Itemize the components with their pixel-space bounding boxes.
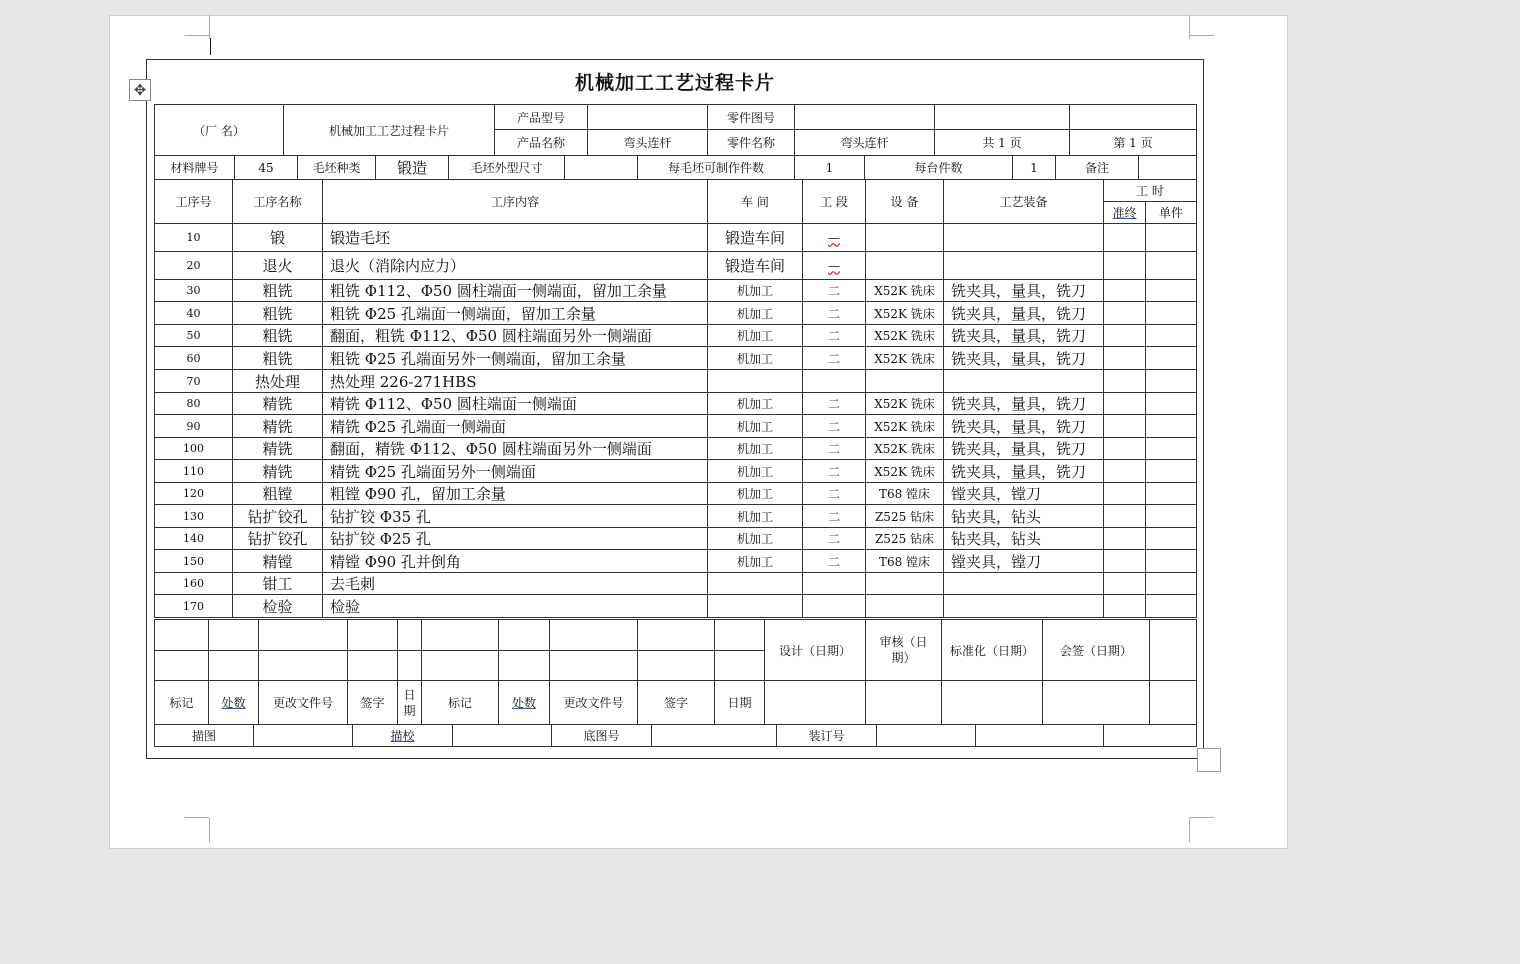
time-prep-cell[interactable] [1104,483,1146,505]
op-no-cell[interactable]: 50 [155,325,233,347]
mark-label: 标记 [422,681,499,725]
operation-row [155,573,1197,595]
time-unit-cell[interactable] [1146,528,1197,550]
time-prep-cell[interactable] [1104,280,1146,302]
op-section-cell[interactable]: 二 [803,438,866,460]
op-no-cell[interactable]: 100 [155,438,233,460]
op-section-cell[interactable] [803,252,866,280]
signoff-table [154,619,1197,725]
op-content-cell[interactable]: 钻扩铰 Φ35 孔 [323,505,708,528]
time-prep-cell[interactable] [1104,370,1146,393]
op-no-cell[interactable]: 140 [155,528,233,550]
page-number[interactable]: 第 1 页 [1070,130,1197,156]
op-workshop-cell[interactable]: 机加工 [708,483,803,505]
operation-row [155,252,1197,280]
signoff-blank[interactable] [499,651,550,681]
header-empty-cell[interactable] [935,105,1070,130]
trace-check-value[interactable] [453,725,552,747]
op-section-text: — [828,230,840,245]
operation-row [155,415,1197,438]
op-content-cell[interactable]: 粗镗 Φ90 孔，留加工余量 [323,483,708,505]
op-content-cell[interactable]: 翻面，精铣 Φ112、Φ50 圆柱端面另外一侧端面 [323,438,708,460]
operation-row [155,460,1197,483]
date-label-short: 日期 [398,681,422,725]
op-no-cell[interactable]: 30 [155,280,233,302]
op-content-cell[interactable]: 翻面，粗铣 Φ112、Φ50 圆柱端面另外一侧端面 [323,325,708,347]
time-unit-cell[interactable] [1146,302,1197,325]
op-section-cell[interactable]: 二 [803,280,866,302]
time-unit-cell[interactable] [1146,573,1197,595]
op-no-cell[interactable]: 120 [155,483,233,505]
op-workshop-cell[interactable]: 机加工 [708,438,803,460]
operation-row [155,528,1197,550]
signoff-blank[interactable] [422,620,499,651]
signature-label: 签字 [638,681,715,725]
op-section-cell[interactable]: 二 [803,483,866,505]
op-equipment-cell[interactable]: X52K 铣床 [866,438,944,460]
op-content-cell[interactable]: 精铣 Φ25 孔端面一侧端面 [323,415,708,438]
op-content-cell[interactable]: 粗铣 Φ25 孔端面一侧端面，留加工余量 [323,302,708,325]
op-no-cell[interactable]: 170 [155,595,233,618]
col-header-tooling: 工艺装备 [944,180,1104,224]
part-drawing-no-value[interactable] [795,105,935,130]
signoff-blank[interactable] [638,651,715,681]
time-unit-cell[interactable] [1146,415,1197,438]
countersign-date-label: 会签（日期） [1043,620,1150,681]
op-tooling-cell[interactable]: 钻夹具，钻头 [944,528,1104,550]
op-section-cell[interactable]: 二 [803,393,866,415]
op-section-cell[interactable]: 二 [803,302,866,325]
header-table [154,104,1197,156]
op-equipment-cell[interactable] [866,252,944,280]
op-equipment-cell[interactable]: X52K 铣床 [866,325,944,347]
op-tooling-cell[interactable] [944,370,1104,393]
op-workshop-cell[interactable]: 机加工 [708,393,803,415]
col-header-op-no: 工序号 [155,180,233,224]
mark-label: 标记 [155,681,209,725]
op-no-cell[interactable]: 110 [155,460,233,483]
op-equipment-cell[interactable] [866,573,944,595]
op-section-cell[interactable]: 二 [803,550,866,573]
signoff-blank[interactable] [499,620,550,651]
text-cursor [210,38,211,55]
product-model-value[interactable] [588,105,708,130]
part-name-label: 零件名称 [708,130,795,156]
op-tooling-cell[interactable]: 铣夹具，量具，铣刀 [944,347,1104,370]
col-header-workshop: 车 间 [708,180,803,224]
time-unit-cell[interactable] [1146,460,1197,483]
product-name-label: 产品名称 [495,130,588,156]
op-workshop-cell[interactable] [708,573,803,595]
time-prep-cell[interactable] [1104,325,1146,347]
signoff-blank[interactable] [422,651,499,681]
material-no-value[interactable]: 45 [235,156,298,180]
op-name-cell[interactable]: 锻 [233,224,323,252]
pieces-per-unit-label: 每台件数 [865,156,1013,180]
header-empty-cell[interactable] [1070,105,1197,130]
op-section-cell[interactable]: 二 [803,505,866,528]
op-section-cell[interactable]: 二 [803,325,866,347]
remark-label: 备注 [1056,156,1139,180]
col-header-section: 工 段 [803,180,866,224]
op-equipment-cell[interactable]: T68 镗床 [866,550,944,573]
pieces-per-blank-label: 每毛坯可制作件数 [638,156,795,180]
standardize-date-label: 标准化（日期） [942,620,1043,681]
signoff-blank[interactable] [348,620,398,651]
base-drawing-no-label: 底图号 [552,725,652,747]
time-prep-cell[interactable] [1104,573,1146,595]
operation-row [155,438,1197,460]
table-move-handle-icon[interactable]: ✥ [129,79,151,101]
op-content-cell[interactable]: 检验 [323,595,708,618]
op-name-cell[interactable]: 粗铣 [233,302,323,325]
time-prep-cell[interactable] [1104,393,1146,415]
op-no-cell[interactable]: 40 [155,302,233,325]
base-drawing-no-value[interactable] [652,725,777,747]
material-table [154,155,1197,180]
op-no-cell[interactable]: 70 [155,370,233,393]
op-equipment-cell[interactable] [866,595,944,618]
time-unit-cell[interactable] [1146,438,1197,460]
op-workshop-cell[interactable]: 机加工 [708,460,803,483]
time-unit-cell[interactable] [1146,550,1197,573]
op-section-cell[interactable] [803,224,866,252]
signoff-blank[interactable] [398,651,422,681]
op-name-cell[interactable]: 精铣 [233,393,323,415]
operation-row [155,483,1197,505]
time-unit-cell[interactable] [1146,347,1197,370]
op-section-cell[interactable]: 二 [803,528,866,550]
operation-row [155,224,1197,252]
table-resize-handle[interactable] [1197,748,1221,772]
op-section-text: — [828,258,840,273]
op-no-cell[interactable]: 10 [155,224,233,252]
op-no-cell[interactable]: 160 [155,573,233,595]
op-workshop-cell[interactable]: 机加工 [708,347,803,370]
change-doc-label: 更改文件号 [259,681,348,725]
time-prep-cell[interactable] [1104,460,1146,483]
op-no-cell[interactable]: 80 [155,393,233,415]
signoff-blank[interactable] [638,620,715,651]
signoff-blank[interactable] [209,651,259,681]
op-tooling-cell[interactable]: 钻夹具，钻头 [944,505,1104,528]
time-unit-cell[interactable] [1146,370,1197,393]
operation-row [155,302,1197,325]
operation-row [155,595,1197,618]
operation-row [155,393,1197,415]
operations-body [155,224,1197,618]
op-equipment-cell[interactable]: X52K 铣床 [866,302,944,325]
time-unit-cell[interactable] [1146,595,1197,618]
operation-row [155,505,1197,528]
op-workshop-cell[interactable]: 机加工 [708,505,803,528]
op-content-cell[interactable]: 粗铣 Φ112、Φ50 圆柱端面一侧端面，留加工余量 [323,280,708,302]
signoff-blank[interactable] [398,620,422,651]
op-workshop-cell[interactable]: 机加工 [708,325,803,347]
op-content-cell[interactable]: 粗铣 Φ25 孔端面另外一侧端面，留加工余量 [323,347,708,370]
col-header-time-prep: 准终 [1112,206,1137,220]
op-name-cell[interactable]: 检验 [233,595,323,618]
signoff-blank[interactable] [348,651,398,681]
card-name-cell[interactable]: 机械加工工艺过程卡片 [284,105,495,156]
operation-row [155,280,1197,302]
op-name-cell[interactable]: 精铣 [233,460,323,483]
trace-label: 描图 [155,725,254,747]
material-no-label: 材料牌号 [155,156,235,180]
op-equipment-cell[interactable] [866,224,944,252]
op-equipment-cell[interactable]: X52K 铣床 [866,415,944,438]
op-name-cell[interactable]: 粗铣 [233,280,323,302]
op-section-cell[interactable]: 二 [803,347,866,370]
operation-row [155,550,1197,573]
op-content-cell[interactable]: 退火（消除内应力） [323,252,708,280]
card-title: 机械加工工艺过程卡片 [574,72,775,94]
time-prep-cell[interactable] [1104,415,1146,438]
total-pages[interactable]: 共 1 页 [935,130,1070,156]
op-tooling-cell[interactable]: 镗夹具，镗刀 [944,483,1104,505]
op-name-cell[interactable]: 钻扩铰孔 [233,528,323,550]
op-no-cell[interactable]: 20 [155,252,233,280]
op-content-cell[interactable]: 精铣 Φ25 孔端面另外一侧端面 [323,460,708,483]
op-tooling-cell[interactable]: 铣夹具，量具，铣刀 [944,438,1104,460]
time-unit-cell[interactable] [1146,393,1197,415]
blank-type-label: 毛坯种类 [298,156,376,180]
op-name-cell[interactable]: 精铣 [233,438,323,460]
op-equipment-cell[interactable]: X52K 铣床 [866,460,944,483]
time-prep-cell[interactable] [1104,528,1146,550]
signoff-blank[interactable] [155,620,209,651]
op-workshop-cell[interactable]: 机加工 [708,415,803,438]
op-content-cell[interactable]: 热处理 226-271HBS [323,370,708,393]
op-workshop-cell[interactable]: 机加工 [708,528,803,550]
change-doc-label: 更改文件号 [550,681,638,725]
time-prep-cell[interactable] [1104,595,1146,618]
col-header-time: 工 时 [1104,180,1197,202]
product-name-value[interactable]: 弯头连杆 [588,130,708,156]
op-equipment-cell[interactable]: X52K 铣床 [866,393,944,415]
time-prep-cell[interactable] [1104,438,1146,460]
op-tooling-cell[interactable]: 铣夹具，量具，铣刀 [944,280,1104,302]
count-label: 处数 [511,696,536,710]
op-no-cell[interactable]: 150 [155,550,233,573]
op-tooling-cell[interactable] [944,224,1104,252]
op-workshop-cell[interactable]: 机加工 [708,550,803,573]
count-label: 处数 [221,696,246,710]
operation-row [155,370,1197,393]
binding-no-value[interactable] [877,725,976,747]
binding-no-label: 装订号 [777,725,877,747]
time-prep-cell[interactable] [1104,252,1146,280]
factory-name-cell[interactable]: （厂 名） [155,105,284,156]
op-equipment-cell[interactable]: X52K 铣床 [866,280,944,302]
pieces-per-unit-value[interactable]: 1 [1013,156,1056,180]
op-name-cell[interactable]: 粗镗 [233,483,323,505]
time-unit-cell[interactable] [1146,505,1197,528]
op-section-cell[interactable] [803,573,866,595]
signoff-blank[interactable] [209,620,259,651]
op-no-cell[interactable]: 130 [155,505,233,528]
op-name-cell[interactable]: 钻扩铰孔 [233,505,323,528]
col-header-op-content: 工序内容 [323,180,708,224]
trace-value[interactable] [254,725,353,747]
op-content-cell[interactable]: 精铣 Φ112、Φ50 圆柱端面一侧端面 [323,393,708,415]
signoff-blank[interactable] [715,651,765,681]
op-workshop-cell[interactable]: 机加工 [708,280,803,302]
op-tooling-cell[interactable] [944,252,1104,280]
op-name-cell[interactable]: 精铣 [233,415,323,438]
op-section-cell[interactable] [803,370,866,393]
signoff-blank[interactable] [155,651,209,681]
op-section-cell[interactable]: 二 [803,460,866,483]
op-no-cell[interactable]: 60 [155,347,233,370]
time-unit-cell[interactable] [1146,280,1197,302]
time-prep-cell[interactable] [1104,550,1146,573]
time-unit-cell[interactable] [1146,252,1197,280]
signoff-blank[interactable] [259,651,348,681]
operation-row [155,325,1197,347]
op-workshop-cell[interactable] [708,595,803,618]
col-header-equipment: 设 备 [866,180,944,224]
time-prep-cell[interactable] [1104,505,1146,528]
review-date-label: 审核（日期） [866,620,942,681]
op-equipment-cell[interactable]: Z525 钻床 [866,528,944,550]
blank-type-value[interactable]: 锻造 [376,156,449,180]
signature-label: 签字 [348,681,398,725]
op-section-cell[interactable] [803,595,866,618]
time-unit-cell[interactable] [1146,483,1197,505]
col-header-op-name: 工序名称 [233,180,323,224]
blank-size-value[interactable] [565,156,638,180]
operation-row [155,347,1197,370]
op-name-cell[interactable]: 热处理 [233,370,323,393]
footer-blank[interactable] [1104,725,1197,747]
op-content-cell[interactable]: 去毛刺 [323,573,708,595]
op-workshop-cell[interactable]: 机加工 [708,302,803,325]
op-content-cell[interactable]: 精镗 Φ90 孔并倒角 [323,550,708,573]
op-content-cell[interactable]: 钻扩铰 Φ25 孔 [323,528,708,550]
footer-blank[interactable] [976,725,1104,747]
signoff-blank[interactable] [550,620,638,651]
trace-check-label: 描校 [390,729,415,743]
op-name-cell[interactable]: 精镗 [233,550,323,573]
op-tooling-cell[interactable]: 铣夹具，量具，铣刀 [944,460,1104,483]
signoff-blank[interactable] [715,620,765,651]
op-name-cell[interactable]: 粗铣 [233,325,323,347]
op-tooling-cell[interactable]: 镗夹具，镗刀 [944,550,1104,573]
date-label: 日期 [715,681,765,725]
op-no-cell[interactable]: 90 [155,415,233,438]
op-tooling-cell[interactable] [944,595,1104,618]
signoff-blank[interactable] [550,651,638,681]
signoff-blank[interactable] [1150,681,1197,725]
op-name-cell[interactable]: 钳工 [233,573,323,595]
col-header-time-unit: 单件 [1146,202,1197,224]
op-tooling-cell[interactable]: 铣夹具，量具，铣刀 [944,415,1104,438]
countersign-date-value[interactable] [1043,681,1150,725]
op-tooling-cell[interactable]: 铣夹具，量具，铣刀 [944,393,1104,415]
pieces-per-blank-value[interactable]: 1 [795,156,865,180]
op-workshop-cell[interactable]: 锻造车间 [708,224,803,252]
time-prep-cell[interactable] [1104,302,1146,325]
time-unit-cell[interactable] [1146,325,1197,347]
op-content-cell[interactable]: 锻造毛坯 [323,224,708,252]
design-date-value[interactable] [765,681,866,725]
design-date-label: 设计（日期） [765,620,866,681]
time-unit-cell[interactable] [1146,224,1197,252]
op-equipment-cell[interactable]: X52K 铣床 [866,347,944,370]
op-tooling-cell[interactable]: 铣夹具，量具，铣刀 [944,325,1104,347]
operations-table [154,179,1197,618]
op-equipment-cell[interactable]: T68 镗床 [866,483,944,505]
op-tooling-cell[interactable]: 铣夹具，量具，铣刀 [944,302,1104,325]
remark-value[interactable] [1139,156,1197,180]
time-prep-cell[interactable] [1104,347,1146,370]
signoff-blank[interactable] [259,620,348,651]
footer-table [154,724,1197,747]
signoff-blank[interactable] [1150,620,1197,681]
op-equipment-cell[interactable] [866,370,944,393]
op-name-cell[interactable]: 粗铣 [233,347,323,370]
time-prep-cell[interactable] [1104,224,1146,252]
product-model-label: 产品型号 [495,105,588,130]
op-section-cell[interactable]: 二 [803,415,866,438]
op-equipment-cell[interactable]: Z525 钻床 [866,505,944,528]
standardize-date-value[interactable] [942,681,1043,725]
op-tooling-cell[interactable] [944,573,1104,595]
op-name-cell[interactable]: 退火 [233,252,323,280]
review-date-value[interactable] [866,681,942,725]
part-drawing-no-label: 零件图号 [708,105,795,130]
op-workshop-cell[interactable]: 锻造车间 [708,252,803,280]
part-name-value[interactable]: 弯头连杆 [795,130,935,156]
blank-size-label: 毛坯外型尺寸 [449,156,565,180]
op-workshop-cell[interactable] [708,370,803,393]
